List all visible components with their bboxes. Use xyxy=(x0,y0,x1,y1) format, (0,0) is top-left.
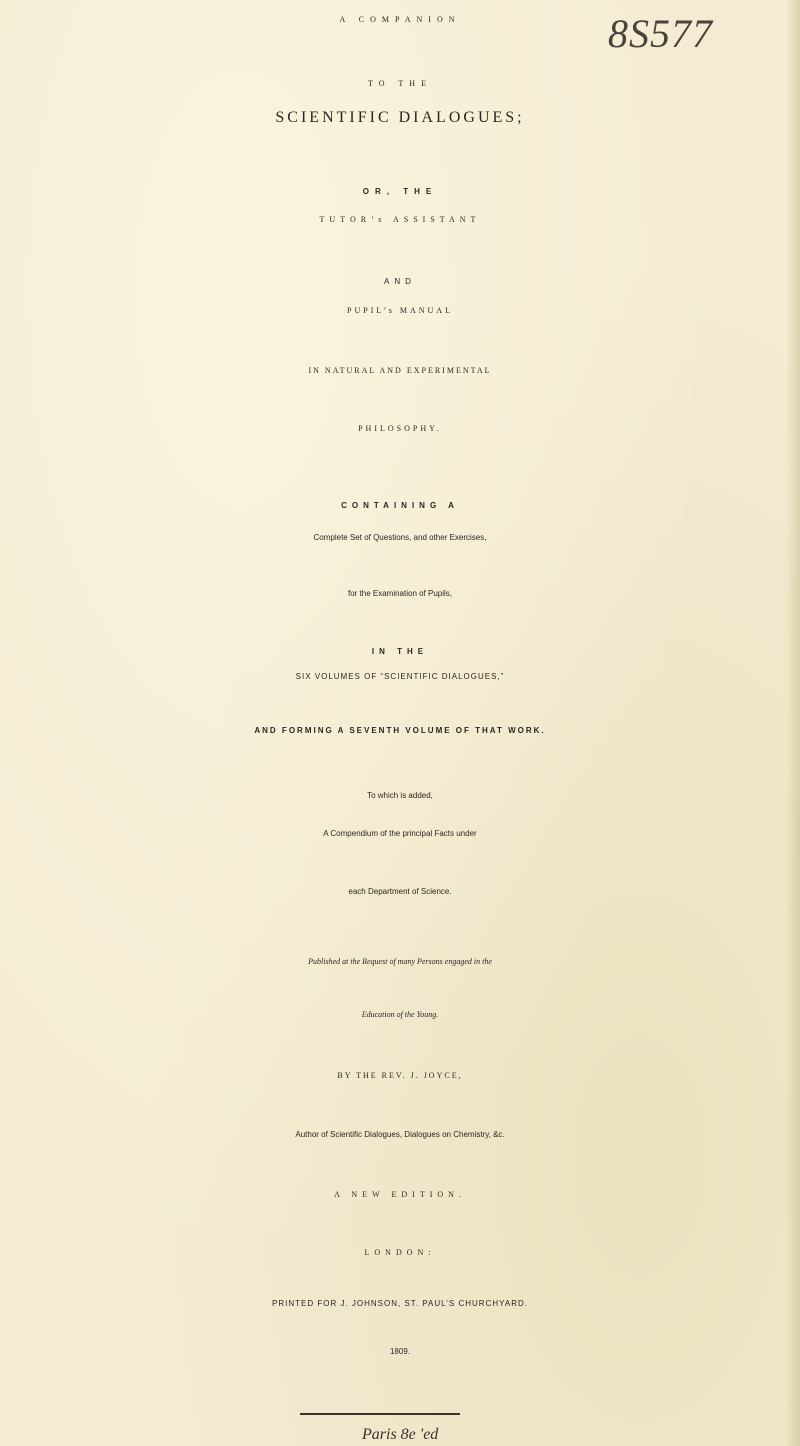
page-edge-shadow xyxy=(786,0,800,1446)
handwritten-shelf-mark: 8S577 xyxy=(608,11,713,56)
department-line: each Department of Science. xyxy=(348,887,452,896)
and-line: AND xyxy=(384,277,416,286)
description-complete-set: Complete Set of Questions, and other Exercises, xyxy=(313,533,487,542)
imprint-year: 1809. xyxy=(389,1347,411,1356)
author-credentials: Author of Scientific Dialogues, Dialogues on Chemistry, &c. xyxy=(295,1130,505,1139)
bottom-rule xyxy=(300,1413,460,1415)
subtitle-pupils-manual: PUPIL’s MANUAL xyxy=(347,306,453,315)
imprint-city: LONDON: xyxy=(364,1248,436,1257)
subtitle-tutors-assistant: TUTOR’s ASSISTANT xyxy=(319,215,481,224)
published-line: Published at the Request of many Persons engaged in the xyxy=(308,957,492,966)
forming-line: AND FORMING A SEVENTH VOLUME OF THAT WORK. xyxy=(254,726,546,735)
or-the-line: OR, THE xyxy=(362,187,438,196)
education-line: Education of the Young. xyxy=(361,1010,439,1019)
subtitle-philosophy: PHILOSOPHY. xyxy=(358,424,442,433)
main-title: SCIENTIFIC DIALOGUES; xyxy=(275,109,525,126)
compendium-line: A Compendium of the principal Facts under xyxy=(323,829,477,838)
in-the-line: IN THE xyxy=(371,647,429,656)
containing-line: CONTAINING A xyxy=(341,501,459,510)
description-examination: for the Examination of Pupils, xyxy=(347,589,453,598)
imprint-printer: PRINTED FOR J. JOHNSON, ST. PAUL’S CHURCHYARD. xyxy=(272,1299,528,1308)
companion-heading: A COMPANION xyxy=(339,15,461,24)
to-which-line: To which is added, xyxy=(367,791,433,800)
library-stamp: Paris 8e 'ed xyxy=(362,1426,439,1443)
subtitle-natural-experimental: IN NATURAL AND EXPERIMENTAL xyxy=(308,366,492,375)
author-byline: BY THE REV. J. JOYCE, xyxy=(337,1071,463,1080)
edition-line: A NEW EDITION. xyxy=(334,1190,466,1199)
to-the-line: TO THE xyxy=(368,79,432,88)
six-volumes-line: SIX VOLUMES OF “SCIENTIFIC DIALOGUES,” xyxy=(295,672,505,681)
